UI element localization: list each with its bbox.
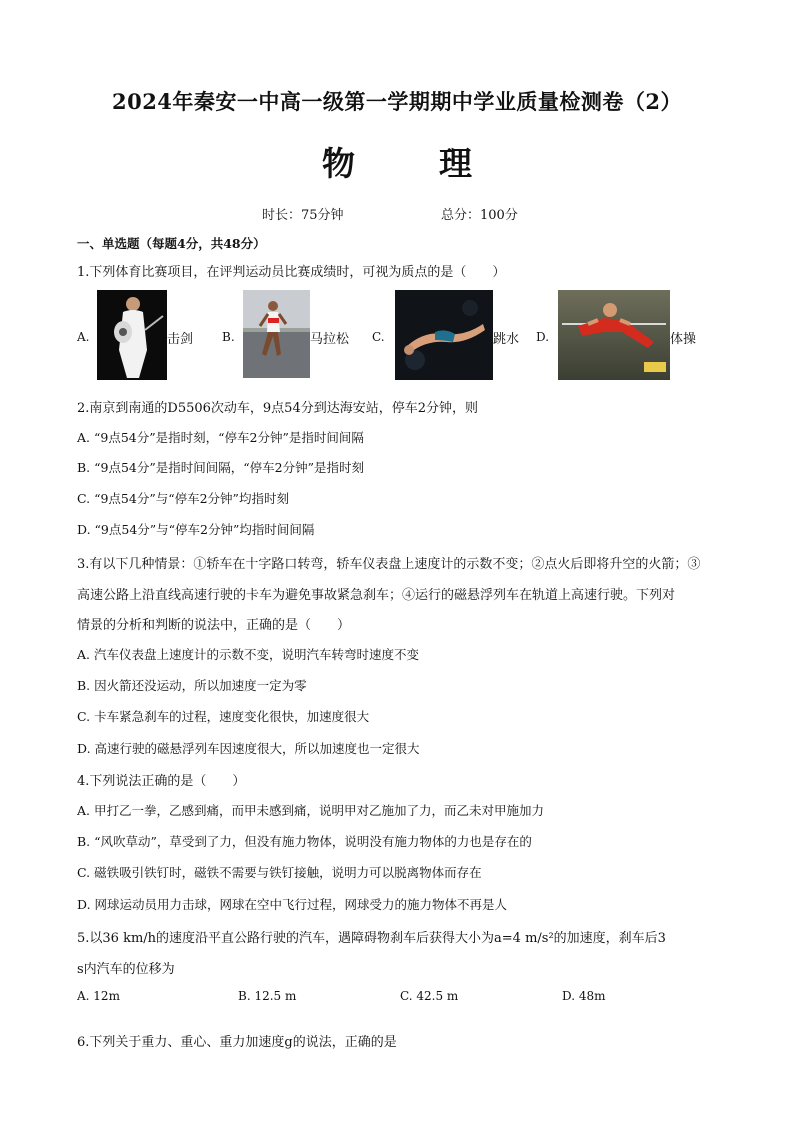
exam-duration: 时长：75分钟 bbox=[262, 208, 344, 223]
q4-option-b: B. “风吹草动”，草受到了力，但没有施力物体，说明没有施力物体的力也是存在的 bbox=[77, 834, 532, 849]
q1-option-c-caption: 跳水 bbox=[493, 332, 520, 347]
q5-option-b: B. 12.5 m bbox=[238, 989, 297, 1003]
subject-title bbox=[0, 138, 794, 185]
q1-option-d-caption: 体操 bbox=[670, 332, 697, 347]
q3-stem-line-2: 高速公路上沿直线高速行驶的卡车为避免事故紧急刹车；④运行的磁悬浮列车在轨道上高速行驶。下列对 bbox=[77, 588, 676, 603]
q5-option-c: C. 42.5 m bbox=[400, 989, 459, 1003]
q3-stem-line-1: 3.有以下几种情景：①轿车在十字路口转弯，轿车仪表盘上速度计的示数不变；②点火后即将升空的火箭；③ bbox=[77, 557, 701, 572]
q5-stem-line-1: 5.以36 km/h的速度沿平直公路行驶的汽车，遇障碍物刹车后获得大小为a=4 m/s²的加速度，刹车后3 bbox=[77, 931, 666, 946]
q2-option-b: B. “9点54分”是指时间间隔，“停车2分钟”是指时刻 bbox=[77, 460, 365, 475]
q4-stem: 4.下列说法正确的是（ ） bbox=[77, 774, 246, 789]
fencing-photo bbox=[97, 290, 167, 380]
q3-option-b: B. 因火箭还没运动，所以加速度一定为零 bbox=[77, 678, 307, 693]
q6-stem: 6.下列关于重力、重心、重力加速度g的说法，正确的是 bbox=[77, 1035, 397, 1050]
q5-stem-line-2: s内汽车的位移为 bbox=[77, 962, 175, 977]
q3-option-c: C. 卡车紧急刹车的过程，速度变化很快，加速度很大 bbox=[77, 709, 370, 724]
q2-option-a: A. “9点54分”是指时刻，“停车2分钟”是指时间间隔 bbox=[77, 430, 364, 445]
exam-title: 2024年秦安一中高一级第一学期期中学业质量检测卷（2） bbox=[111, 89, 683, 114]
q3-stem-line-3: 情景的分析和判断的说法中，正确的是（ ） bbox=[77, 618, 351, 633]
exam-total-score: 总分：100分 bbox=[441, 208, 518, 223]
q3-option-a: A. 汽车仪表盘上速度计的示数不变，说明汽车转弯时速度不变 bbox=[77, 647, 419, 662]
q1-option-c-letter: C. bbox=[372, 330, 385, 344]
subject-char-1: 物 bbox=[322, 144, 355, 183]
marathon-photo bbox=[243, 290, 310, 378]
section-heading: 一、单选题（每题4分，共48分） bbox=[77, 236, 266, 251]
subject-char-2: 理 bbox=[439, 144, 472, 183]
diving-photo bbox=[395, 290, 493, 380]
gymnastics-photo bbox=[558, 290, 670, 380]
q3-option-d: D. 高速行驶的磁悬浮列车因速度很大，所以加速度也一定很大 bbox=[77, 741, 420, 756]
q1-option-b-letter: B. bbox=[222, 330, 235, 344]
q1-option-a-caption: 击剑 bbox=[167, 332, 194, 347]
q1-option-b-caption: 马拉松 bbox=[310, 332, 350, 347]
q1-option-a-letter: A. bbox=[77, 330, 90, 344]
q4-option-d: D. 网球运动员用力击球，网球在空中飞行过程，网球受力的施力物体不再是人 bbox=[77, 897, 508, 912]
q4-option-a: A. 甲打乙一拳，乙感到痛，而甲未感到痛，说明甲对乙施加了力，而乙未对甲施加力 bbox=[77, 803, 544, 818]
q2-stem: 2.南京到南通的D5506次动车，9点54分到达海安站，停车2分钟，则 bbox=[77, 401, 478, 416]
q1-option-d-letter: D. bbox=[536, 330, 550, 344]
q1-stem: 1.下列体育比赛项目，在评判运动员比赛成绩时，可视为质点的是（ ） bbox=[77, 265, 506, 280]
q5-option-d: D. 48m bbox=[562, 989, 606, 1003]
q5-option-a: A. 12m bbox=[77, 989, 120, 1003]
q1-image-options bbox=[0, 290, 794, 382]
q2-option-c: C. “9点54分”与“停车2分钟”均指时刻 bbox=[77, 491, 289, 506]
q4-option-c: C. 磁铁吸引铁钉时，磁铁不需要与铁钉接触，说明力可以脱离物体而存在 bbox=[77, 865, 482, 880]
q2-option-d: D. “9点54分”与“停车2分钟”均指时间间隔 bbox=[77, 522, 315, 537]
